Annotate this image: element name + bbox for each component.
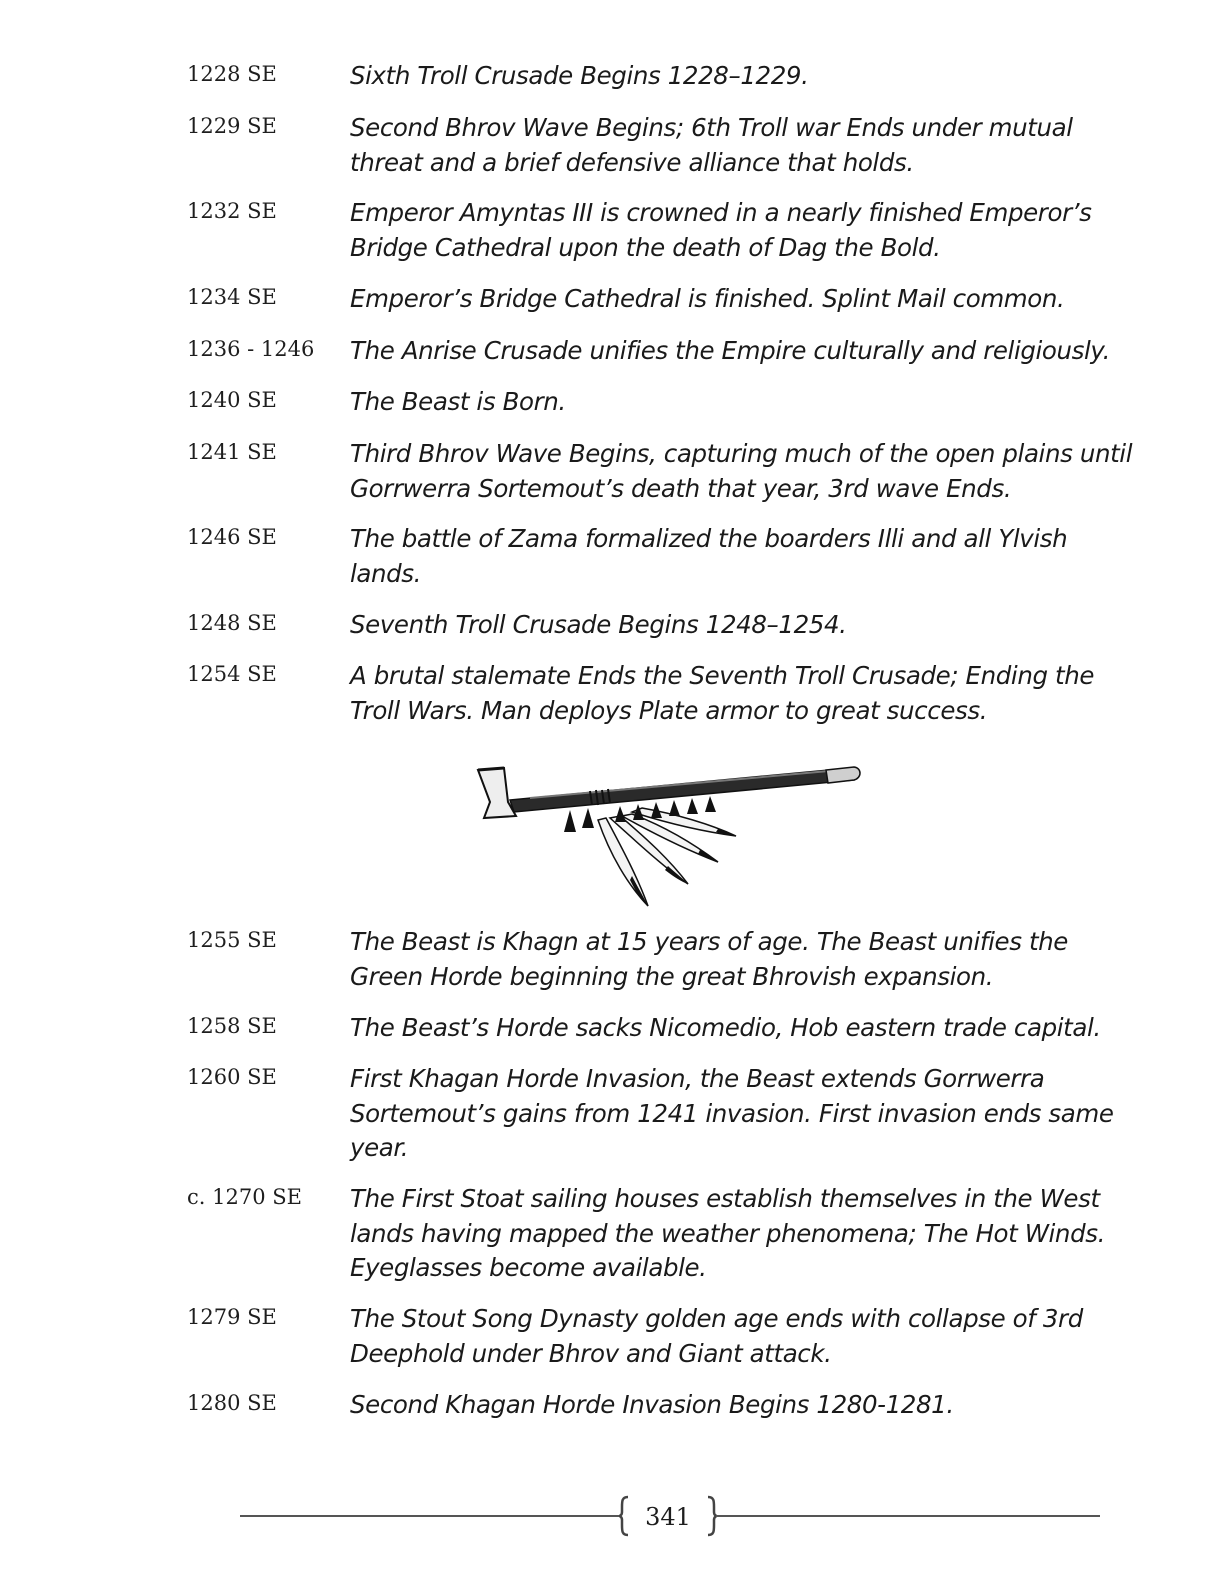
entry-date: 1280 SE <box>187 1391 277 1415</box>
footer-rule-right <box>716 1515 1100 1517</box>
entry-text: The Beast’s Horde sacks Nicomedio, Hob eastern trade capital. <box>350 1013 1101 1042</box>
entry-date: 1246 SE <box>187 525 277 549</box>
entry-date: 1236 - 1246 <box>187 337 315 361</box>
entry-date: 1279 SE <box>187 1305 277 1329</box>
entry-text: Sixth Troll Crusade Begins 1228–1229. <box>350 61 809 90</box>
entry-date: 1240 SE <box>187 388 277 412</box>
entry-date: 1260 SE <box>187 1065 277 1089</box>
entry-text: Second Bhrov Wave Begins; 6th Troll war Ends under mutual threat and a brief defensive alliance that holds. <box>350 113 1073 177</box>
entry-date: 1258 SE <box>187 1014 277 1038</box>
entry-date: 1229 SE <box>187 114 277 138</box>
footer-rule-left <box>240 1515 620 1517</box>
entry-text: The Beast is Born. <box>350 387 566 416</box>
page-number: 341 <box>645 1503 691 1531</box>
entry-date: 1255 SE <box>187 928 277 952</box>
entry-text: Third Bhrov Wave Begins, capturing much of the open plains until Gorrwerra Sortemout’s death that year, 3rd wave Ends. <box>350 439 1133 503</box>
entry-text: Emperor’s Bridge Cathedral is finished. Splint Mail common. <box>350 284 1065 313</box>
entry-text: The Beast is Khagn at 15 years of age. The Beast unifies the Green Horde beginning the great Bhrovish expansion. <box>350 927 1068 991</box>
entry-text: The Anrise Crusade unifies the Empire culturally and religiously. <box>350 336 1110 365</box>
left-brace-icon <box>618 1495 630 1537</box>
entry-date: 1241 SE <box>187 440 277 464</box>
entry-text: Second Khagan Horde Invasion Begins 1280-1281. <box>350 1390 954 1419</box>
entry-text: Seventh Troll Crusade Begins 1248–1254. <box>350 610 847 639</box>
entry-date: 1228 SE <box>187 62 277 86</box>
entry-text: First Khagan Horde Invasion, the Beast extends Gorrwerra Sortemout’s gains from 1241 invasion. First invasion ends same year. <box>350 1064 1114 1162</box>
entry-date: 1232 SE <box>187 199 277 223</box>
entry-date: c. 1270 SE <box>187 1185 302 1209</box>
entry-date: 1234 SE <box>187 285 277 309</box>
entry-text: The First Stoat sailing houses establish themselves in the West lands having mapped the weather phenomena; The Hot Winds. Eyeglasses become available. <box>350 1184 1105 1282</box>
entry-text: Emperor Amyntas III is crowned in a nearly finished Emperor’s Bridge Cathedral upon the death of Dag the Bold. <box>350 198 1092 262</box>
entry-text: A brutal stalemate Ends the Seventh Troll Crusade; Ending the Troll Wars. Man deploys Plate armor to great success. <box>350 661 1095 725</box>
entry-date: 1254 SE <box>187 662 277 686</box>
entry-date: 1248 SE <box>187 611 277 635</box>
entry-text: The Stout Song Dynasty golden age ends with collapse of 3rd Deephold under Bhrov and Giant attack. <box>350 1304 1083 1368</box>
entry-text: The battle of Zama formalized the boarders Illi and all Ylvish lands. <box>350 524 1068 588</box>
feathered-pipe-icon <box>470 760 870 915</box>
